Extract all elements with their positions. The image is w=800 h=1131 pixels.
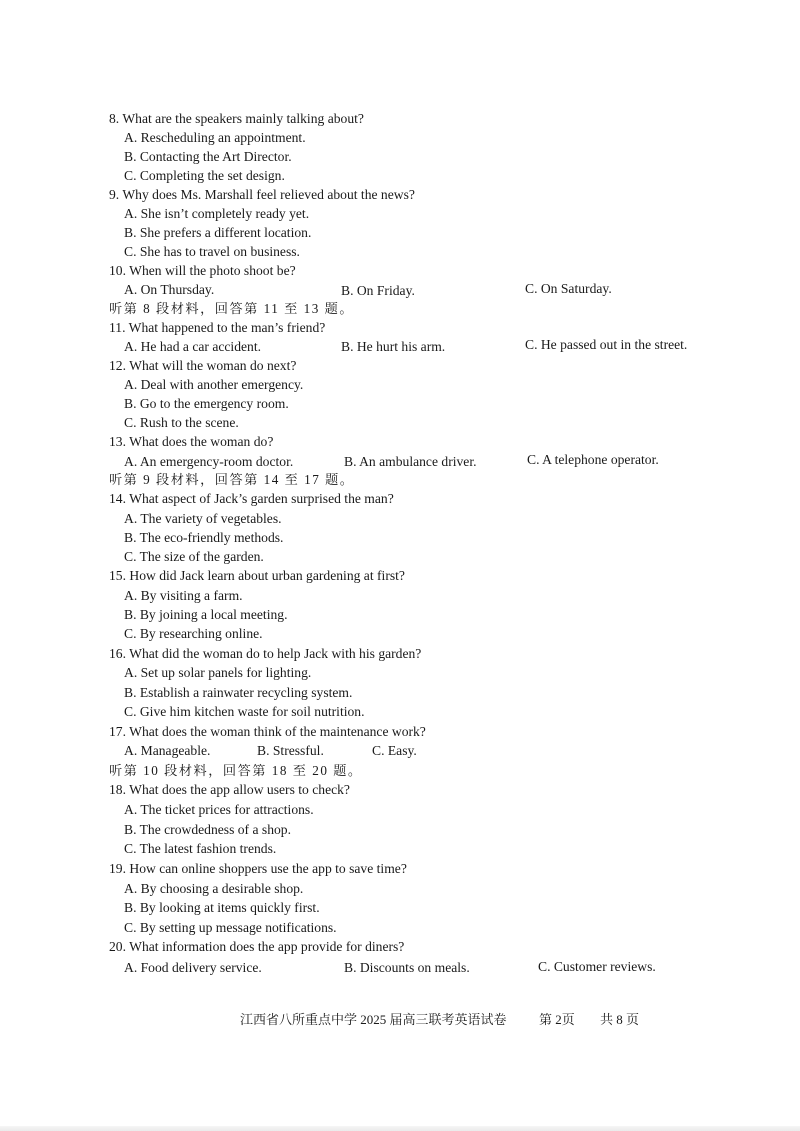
question-15-option-c: C. By researching online. bbox=[124, 626, 263, 641]
section-9-instruction: 听第 9 段材料，回答第 14 至 17 题。 bbox=[109, 472, 355, 487]
question-20-option-c: C. Customer reviews. bbox=[538, 959, 656, 974]
question-15-stem: 15. How did Jack learn about urban gardening at first? bbox=[109, 568, 405, 583]
question-13-option-a: A. An emergency-room doctor. bbox=[124, 454, 294, 469]
question-19-option-a: A. By choosing a desirable shop. bbox=[124, 881, 304, 896]
question-8-option-c: C. Completing the set design. bbox=[124, 168, 285, 183]
footer-exam-title: 江西省八所重点中学 2025 届高三联考英语试卷 bbox=[240, 1012, 507, 1027]
question-18-option-b: B. The crowdedness of a shop. bbox=[124, 822, 291, 837]
question-17-option-c: C. Easy. bbox=[372, 743, 417, 758]
question-17-option-a: A. Manageable. bbox=[124, 743, 211, 758]
question-12-option-a: A. Deal with another emergency. bbox=[124, 377, 304, 392]
question-14-stem: 14. What aspect of Jack’s garden surprised the man? bbox=[109, 491, 394, 506]
question-14-option-b: B. The eco-friendly methods. bbox=[124, 530, 284, 545]
section-8-instruction: 听第 8 段材料，回答第 11 至 13 题。 bbox=[109, 301, 355, 316]
question-18-option-c: C. The latest fashion trends. bbox=[124, 841, 277, 856]
question-16-option-b: B. Establish a rainwater recycling system. bbox=[124, 685, 353, 700]
question-16-option-a: A. Set up solar panels for lighting. bbox=[124, 665, 312, 680]
question-9-option-b: B. She prefers a different location. bbox=[124, 225, 312, 240]
question-11-stem: 11. What happened to the man’s friend? bbox=[109, 320, 326, 335]
question-13-option-b: B. An ambulance driver. bbox=[344, 454, 477, 469]
question-20-stem: 20. What information does the app provide for diners? bbox=[109, 939, 405, 954]
question-10-option-b: B. On Friday. bbox=[341, 283, 415, 298]
question-8-option-a: A. Rescheduling an appointment. bbox=[124, 130, 306, 145]
question-9-option-c: C. She has to travel on business. bbox=[124, 244, 300, 259]
question-16-option-c: C. Give him kitchen waste for soil nutrition. bbox=[124, 704, 365, 719]
question-15-option-a: A. By visiting a farm. bbox=[124, 588, 243, 603]
question-11-option-c: C. He passed out in the street. bbox=[525, 337, 688, 352]
question-19-option-c: C. By setting up message notifications. bbox=[124, 920, 337, 935]
question-10-option-c: C. On Saturday. bbox=[525, 281, 612, 296]
question-12-option-c: C. Rush to the scene. bbox=[124, 415, 239, 430]
question-20-option-b: B. Discounts on meals. bbox=[344, 960, 470, 975]
question-16-stem: 16. What did the woman do to help Jack with his garden? bbox=[109, 646, 422, 661]
question-11-option-a: A. He had a car accident. bbox=[124, 339, 261, 354]
question-14-option-c: C. The size of the garden. bbox=[124, 549, 264, 564]
question-14-option-a: A. The variety of vegetables. bbox=[124, 511, 282, 526]
footer-total-pages: 共 8 页 bbox=[600, 1012, 640, 1027]
scan-bottom-edge bbox=[0, 1126, 800, 1131]
question-17-stem: 17. What does the woman think of the maintenance work? bbox=[109, 724, 426, 739]
question-10-option-a: A. On Thursday. bbox=[124, 282, 215, 297]
question-10-stem: 10. When will the photo shoot be? bbox=[109, 263, 296, 278]
section-10-instruction: 听第 10 段材料，回答第 18 至 20 题。 bbox=[109, 763, 363, 778]
question-12-stem: 12. What will the woman do next? bbox=[109, 358, 297, 373]
question-18-option-a: A. The ticket prices for attractions. bbox=[124, 802, 314, 817]
question-8-option-b: B. Contacting the Art Director. bbox=[124, 149, 292, 164]
question-9-option-a: A. She isn’t completely ready yet. bbox=[124, 206, 310, 221]
question-17-option-b: B. Stressful. bbox=[257, 743, 324, 758]
question-19-option-b: B. By looking at items quickly first. bbox=[124, 900, 320, 915]
question-11-option-b: B. He hurt his arm. bbox=[341, 339, 446, 354]
question-13-stem: 13. What does the woman do? bbox=[109, 434, 274, 449]
question-8-stem: 8. What are the speakers mainly talking about? bbox=[109, 111, 364, 126]
footer-page-number: 第 2页 bbox=[539, 1012, 575, 1027]
question-18-stem: 18. What does the app allow users to check? bbox=[109, 782, 350, 797]
question-19-stem: 19. How can online shoppers use the app to save time? bbox=[109, 861, 407, 876]
question-9-stem: 9. Why does Ms. Marshall feel relieved about the news? bbox=[109, 187, 415, 202]
question-20-option-a: A. Food delivery service. bbox=[124, 960, 262, 975]
question-13-option-c: C. A telephone operator. bbox=[527, 452, 659, 467]
question-12-option-b: B. Go to the emergency room. bbox=[124, 396, 289, 411]
question-15-option-b: B. By joining a local meeting. bbox=[124, 607, 288, 622]
